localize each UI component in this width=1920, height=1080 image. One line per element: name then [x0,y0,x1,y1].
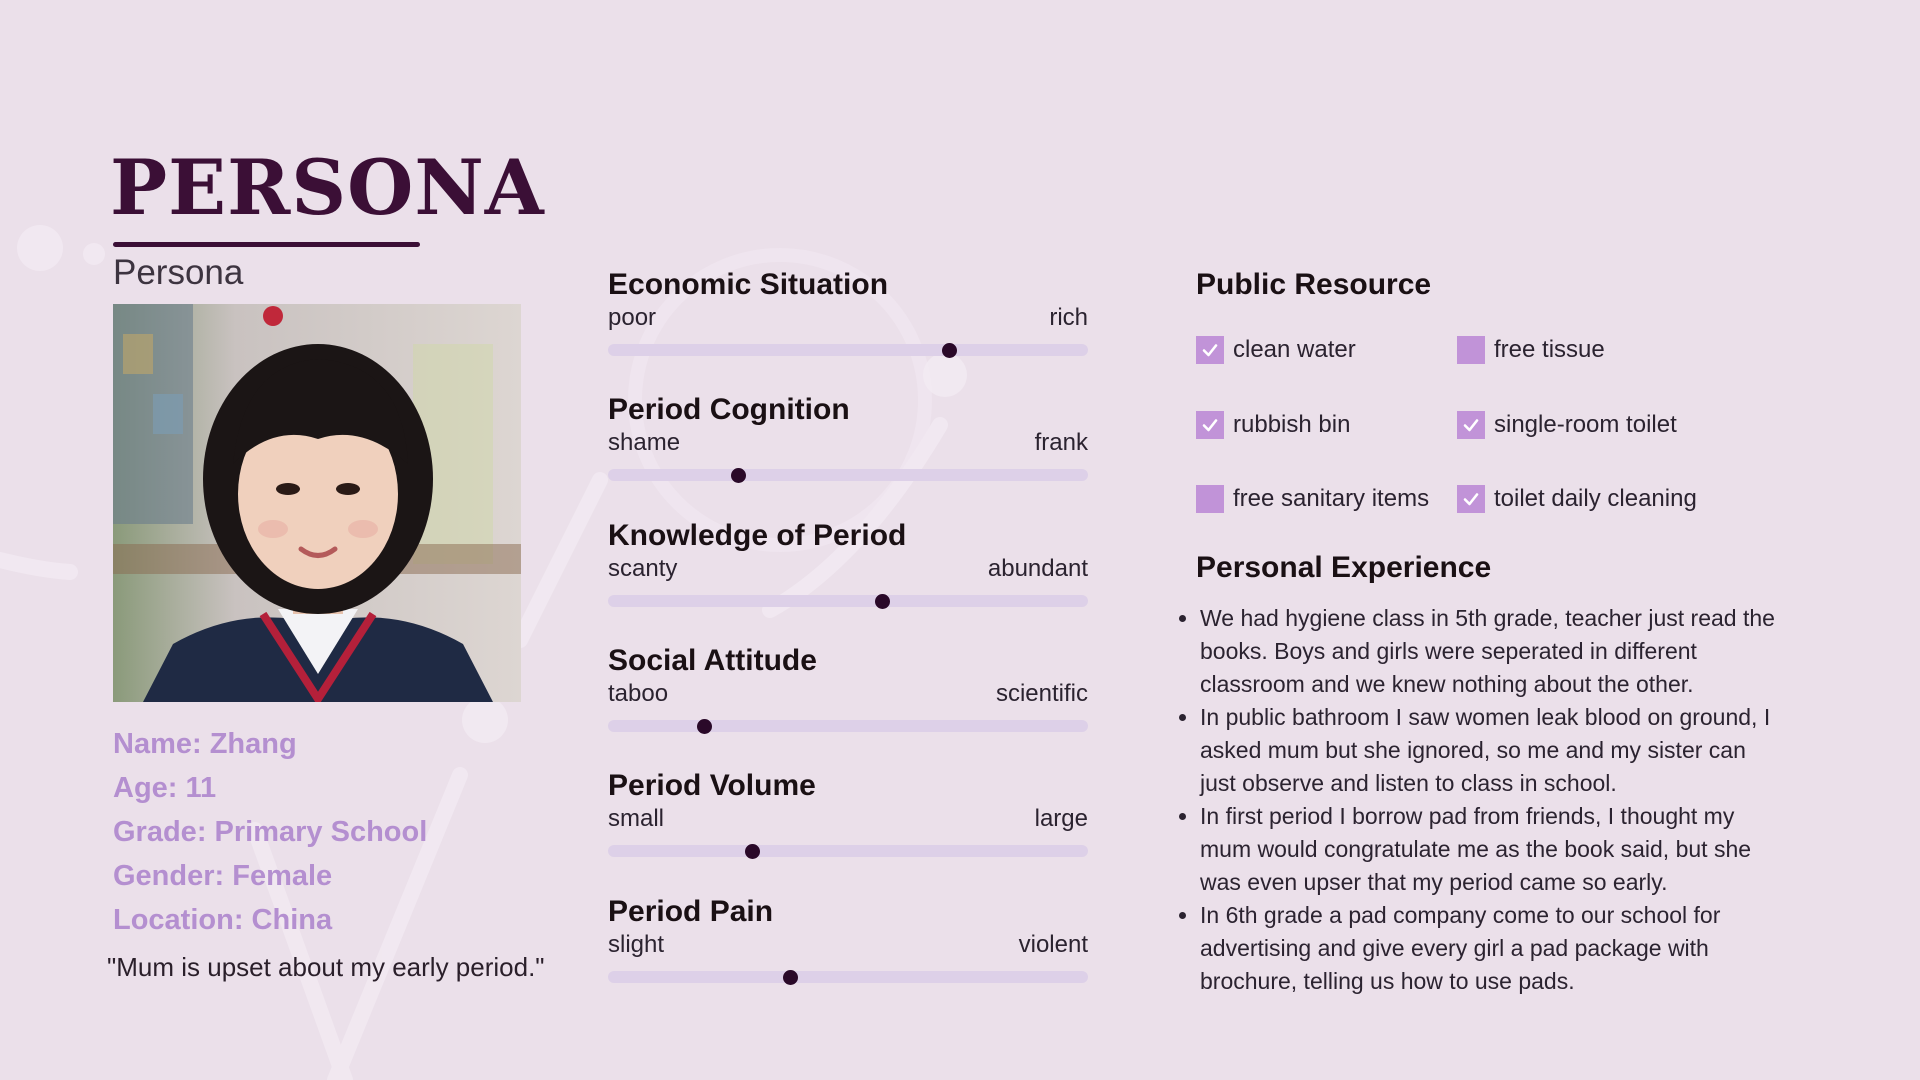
resource-item-free-tissue[interactable] [1457,336,1605,364]
slider-track[interactable] [608,469,1088,481]
title-underline [113,242,420,247]
slider-track[interactable] [608,595,1088,607]
slider-track[interactable] [608,845,1088,857]
slider-low-label: shame [608,429,681,456]
slider-low-label: scanty [608,555,678,582]
profile-gender: Gender: Female [113,860,333,892]
profile-details [113,722,427,942]
checkmark-icon [1461,415,1481,435]
slider-knob[interactable] [697,719,712,734]
checkbox[interactable] [1457,336,1485,364]
slider-economic-situation [608,270,1088,356]
resource-label: free sanitary items [1233,485,1430,512]
profile-grade: Grade: Primary School [113,816,428,848]
experience-item: • In first period I borrow pad from friends, I thought my mum would congratulate me as the book said, but she was even upser that my period came so early. [1200,800,1780,899]
persona-quote: "Mum is upset about my early period." [107,952,545,982]
slider-label: Economic Situation [608,268,889,301]
checkbox[interactable] [1457,485,1485,513]
experience-item: • In public bathroom I saw women leak blood on ground, I asked mum but she ignored, so me and my sister can just observe and listen to class in school. [1200,701,1780,800]
slider-period-volume [608,771,1088,857]
public-resource-heading: Public Resource [1196,268,1432,301]
slider-knob[interactable] [731,468,746,483]
slider-high-label: abundant [987,555,1088,582]
slider-high-label: violent [1018,931,1088,958]
slider-knob[interactable] [745,844,760,859]
slider-track[interactable] [608,971,1088,983]
personal-experience-heading: Personal Experience [1196,551,1492,584]
checkmark-icon [1200,340,1220,360]
slider-high-label: scientific [995,680,1088,707]
resource-item-toilet-daily-cleaning[interactable] [1457,485,1697,513]
slider-label: Period Cognition [608,393,850,426]
slider-period-cognition [608,395,1088,481]
resource-item-single-room-toilet[interactable] [1457,411,1677,439]
page-subtitle: Persona [113,253,244,292]
slider-low-label: taboo [608,680,669,707]
resource-label: free tissue [1494,336,1605,363]
checkbox[interactable] [1196,485,1224,513]
slider-high-label: large [1034,805,1088,832]
slider-knowledge-of-period [608,521,1088,607]
profile-location: Location: China [113,904,333,936]
slider-period-pain [608,897,1088,983]
slider-label: Period Pain [608,895,774,928]
portrait-photo [113,304,521,702]
slider-label: Period Volume [608,769,816,802]
profile-age: Age: 11 [113,772,217,804]
resource-label: clean water [1233,336,1356,363]
slider-low-label: slight [608,931,665,958]
slider-track[interactable] [608,720,1088,732]
checkmark-icon [1461,489,1481,509]
slider-label: Knowledge of Period [608,519,907,552]
experience-item: • We had hygiene class in 5th grade, teacher just read the books. Boys and girls were seperated in different classroom and we knew nothing about the other. [1200,602,1780,701]
slider-track[interactable] [608,344,1088,356]
resource-item-free-sanitary-items[interactable] [1196,485,1429,513]
experience-item: • In 6th grade a pad company come to our school for advertising and give every girl a pad package with brochure, telling us how to use pads. [1200,899,1780,998]
checkbox[interactable] [1196,411,1224,439]
resource-label: toilet daily cleaning [1494,485,1697,512]
page-title: PERSONA [110,143,545,232]
slider-low-label: small [608,805,665,832]
slider-high-label: frank [1034,429,1088,456]
slider-label: Social Attitude [608,644,817,677]
resource-label: single-room toilet [1494,411,1677,438]
slider-knob[interactable] [783,970,798,985]
experience-list [1177,602,1780,998]
resource-label: rubbish bin [1233,411,1351,438]
slider-social-attitude [608,646,1088,732]
resource-item-rubbish-bin[interactable] [1196,411,1350,439]
slider-high-label: rich [1049,304,1088,331]
slider-low-label: poor [608,304,657,331]
portrait-image [113,304,521,702]
checkbox[interactable] [1196,336,1224,364]
profile-name: Name: Zhang [113,728,297,760]
resource-item-clean-water[interactable] [1196,336,1356,364]
slider-knob[interactable] [942,343,957,358]
checkmark-icon [1200,415,1220,435]
slider-knob[interactable] [875,594,890,609]
checkbox[interactable] [1457,411,1485,439]
